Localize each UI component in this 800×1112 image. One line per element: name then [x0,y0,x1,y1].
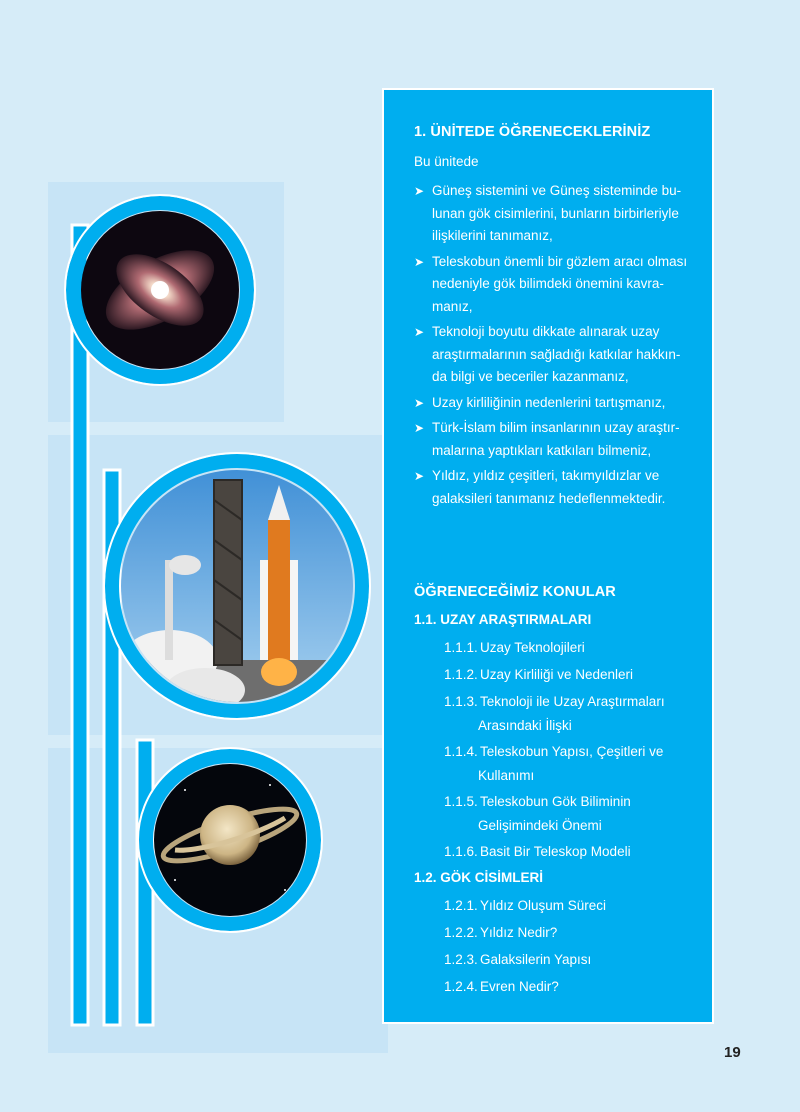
topic-item [444,636,694,660]
objective-item [414,465,706,510]
topic-item [444,790,694,838]
topic-text: Basit Bir Teleskop Modeli [480,844,631,859]
topic-number: 1.1.3. [444,694,478,709]
objective-item [414,251,706,319]
topic-text: Teknoloji ile Uzay Araştırmaları [480,694,665,709]
topic-number: 1.2.3. [444,952,478,967]
objective-line: Türk-İslam bilim insanlarının uzay araştır- [432,420,680,435]
topic-item [444,690,694,738]
arrow-bullet-icon: ➤ [414,421,425,435]
topic-item [444,740,694,788]
objective-line: Güneş sistemini ve Güneş sisteminde bu- [432,183,682,198]
objective-line: da bilgi ve beceriler kazanmanız, [432,369,629,384]
topic-item [444,894,694,918]
objective-line: araştırmalarının sağladığı katkılar hakkın- [432,346,681,362]
topic-number: 1.1.1. [444,640,478,655]
topic-text-continued: Kullanımı [478,768,535,783]
topic-item [444,840,694,864]
topic-text-continued: Arasındaki İlişki [478,718,572,733]
topic-number: 1.2.4. [444,979,478,994]
topic-number: 1.1.2. [444,667,478,682]
topic-text: Yıldız Nedir? [480,925,558,940]
objectives-list [414,180,706,513]
objective-item [414,417,706,462]
objective-line: manız, [432,298,473,314]
objective-line: Teleskobun önemli bir gözlem aracı olması [432,253,688,269]
objective-line: Uzay kirliliğinin nedenlerini tartışmanız, [432,394,666,410]
arrow-bullet-icon: ➤ [414,184,425,198]
topic-text: Teleskobun Yapısı, Çeşitleri ve [480,744,664,759]
section-heading-space-research: 1.1. UZAY ARAŞTIRMALARI [414,612,592,627]
unit-objectives-title: 1. ÜNİTEDE ÖĞRENECEKLERİNİZ [414,124,651,140]
arrow-bullet-icon: ➤ [414,325,425,339]
topic-text: Yıldız Oluşum Süreci [480,898,607,913]
arrow-bullet-icon: ➤ [414,254,425,269]
topic-item [444,663,694,687]
topic-text: Evren Nedir? [480,979,559,994]
objective-line: Yıldız, yıldız çeşitleri, takımyıldızlar ve [432,468,660,483]
objective-line: Teknoloji boyutu dikkate alınarak uzay [432,324,660,339]
objective-line: galaksileri tanımanız hedeflenmektedir. [432,490,666,506]
page-number: 19 [724,1044,741,1061]
objective-line: lunan gök cisimlerini, bunların birbirleriyle [432,205,679,221]
topic-text-continued: Gelişimindeki Önemi [478,818,602,833]
topic-number: 1.1.4. [444,744,478,759]
objective-line: ilişkilerini tanımanız, [432,228,553,243]
objective-item [414,180,706,248]
topic-item [444,948,694,972]
topic-number: 1.2.2. [444,925,478,940]
topic-number: 1.2.1. [444,898,478,913]
topic-item [444,975,694,999]
section-heading-celestial-bodies: 1.2. GÖK CİSİMLERİ [414,870,544,885]
topic-text: Uzay Kirliliği ve Nedenleri [480,667,634,682]
topic-number: 1.1.5. [444,794,478,809]
arrow-bullet-icon: ➤ [414,395,425,410]
topic-text: Galaksilerin Yapısı [480,952,592,967]
objective-item [414,392,706,415]
content-panel [384,90,712,1022]
topic-number: 1.1.6. [444,844,478,859]
objective-item [414,321,706,389]
unit-intro: Bu ünitede [414,154,479,169]
topic-text: Uzay Teknolojileri [480,640,585,655]
arrow-bullet-icon: ➤ [414,469,425,483]
topics-title: ÖĞRENECEĞİMİZ KONULAR [414,584,616,600]
topic-item [444,921,694,945]
objective-line: malarına yaptıkları katkıları bilmeniz, [432,442,652,458]
topic-text: Teleskobun Gök Biliminin [480,794,631,809]
objective-line: nedeniyle gök bilimdeki önemini kavra- [432,276,664,291]
